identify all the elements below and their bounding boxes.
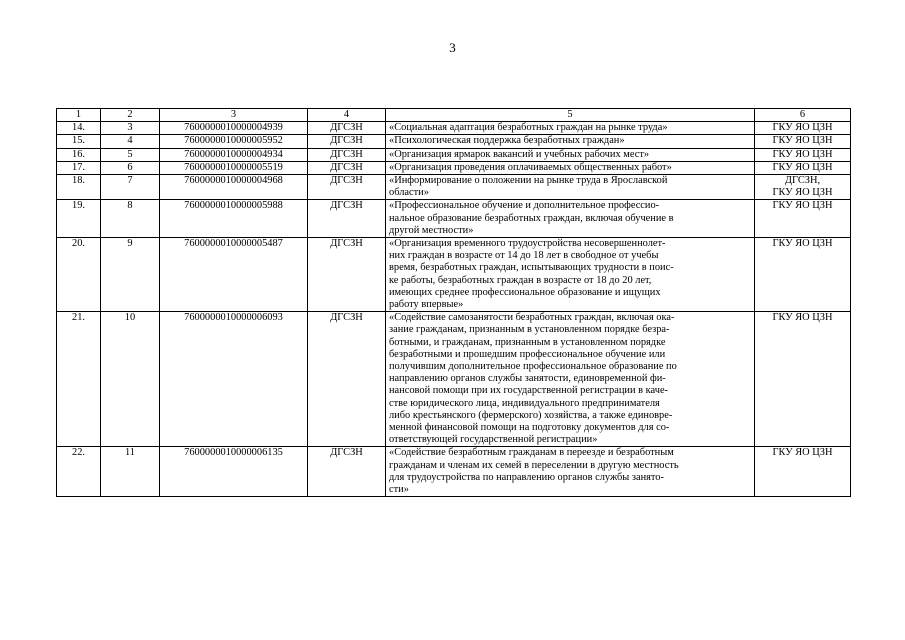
- executor: [755, 312, 851, 447]
- service-name-line: ботными, и гражданам, признанным в установленном порядке: [389, 336, 666, 348]
- service-name: [386, 200, 755, 238]
- row-number: 19.: [57, 200, 101, 238]
- executor-line: ГКУ ЯО ЦЗН: [772, 312, 833, 324]
- subsection-number: 5: [101, 148, 160, 161]
- responsible-body: ДГСЗН: [308, 135, 386, 148]
- service-name-line: «Профессиональное обучение и дополнительное профессио-: [389, 200, 660, 212]
- executor: [755, 200, 851, 238]
- responsible-body: ДГСЗН: [308, 122, 386, 135]
- table-row: [57, 200, 851, 238]
- responsible-body: ДГСЗН: [308, 312, 386, 447]
- service-name: [386, 135, 755, 148]
- service-name-line: «Психологическая поддержка безработных граждан»: [389, 135, 625, 147]
- subsection-number: 7: [101, 175, 160, 200]
- column-header: 2: [101, 109, 160, 122]
- service-name-line: «Содействие самозанятости безработных граждан, включая ока-: [389, 312, 675, 324]
- executor: [755, 122, 851, 135]
- service-name: [386, 148, 755, 161]
- row-number: 14.: [57, 122, 101, 135]
- service-name-line: ответствующей государственной регистрации»: [389, 434, 598, 446]
- service-code: 7600000010000005952: [160, 135, 308, 148]
- table-body: [57, 122, 851, 497]
- executor: [755, 238, 851, 312]
- service-name-line: области»: [389, 187, 429, 199]
- service-name: [386, 238, 755, 312]
- responsible-body: ДГСЗН: [308, 238, 386, 312]
- row-number: 18.: [57, 175, 101, 200]
- row-number: 20.: [57, 238, 101, 312]
- service-name-line: время, безработных граждан, испытывающих трудности в поис-: [389, 262, 674, 274]
- service-code: 7600000010000005519: [160, 161, 308, 174]
- executor: [755, 161, 851, 174]
- table-row: [57, 447, 851, 497]
- service-name-line: «Социальная адаптация безработных граждан на рынке труда»: [389, 122, 668, 134]
- header-row: [57, 109, 851, 122]
- service-name-line: нальное образование безработных граждан, включая обучение в: [389, 212, 674, 224]
- service-name-line: стве юридического лица, индивидуального предпринимателя: [389, 397, 660, 409]
- executor-line: ГКУ ЯО ЦЗН: [772, 238, 833, 250]
- subsection-number: 4: [101, 135, 160, 148]
- service-name-line: них граждан в возрасте от 14 до 18 лет в свободное от учебы: [389, 250, 659, 262]
- service-code: 7600000010000005988: [160, 200, 308, 238]
- service-code: 7600000010000004934: [160, 148, 308, 161]
- executor: [755, 148, 851, 161]
- service-name: [386, 447, 755, 497]
- service-name: [386, 312, 755, 447]
- table-row: [57, 135, 851, 148]
- column-header: 1: [57, 109, 101, 122]
- executor-line: ГКУ ЯО ЦЗН: [772, 135, 833, 147]
- executor: [755, 447, 851, 497]
- service-name: [386, 122, 755, 135]
- responsible-body: ДГСЗН: [308, 200, 386, 238]
- column-header: 3: [160, 109, 308, 122]
- service-name-line: нансовой помощи при их государственной регистрации в каче-: [389, 385, 669, 397]
- service-name-line: «Содействие безработным гражданам в переезде и безработным: [389, 447, 674, 459]
- service-name-line: имеющих среднее профессиональное образование и ищущих: [389, 286, 661, 298]
- executor-line: ГКУ ЯО ЦЗН: [772, 447, 833, 459]
- subsection-number: 9: [101, 238, 160, 312]
- subsection-number: 11: [101, 447, 160, 497]
- service-code: 7600000010000004968: [160, 175, 308, 200]
- executor-line: ГКУ ЯО ЦЗН: [772, 161, 833, 173]
- service-code: 7600000010000004939: [160, 122, 308, 135]
- column-header: 6: [755, 109, 851, 122]
- page-number: 3: [449, 40, 456, 55]
- service-name-line: менной финансовой помощи на подготовку документов для со-: [389, 422, 670, 434]
- service-name-line: направлению органов службы занятости, единовременной фи-: [389, 373, 666, 385]
- service-code: 7600000010000005487: [160, 238, 308, 312]
- table-row: [57, 122, 851, 135]
- row-number: 16.: [57, 148, 101, 161]
- table-row: [57, 312, 851, 447]
- service-name-line: зание гражданам, признанным в установленном порядке безра-: [389, 324, 670, 336]
- subsection-number: 6: [101, 161, 160, 174]
- executor-line: ГКУ ЯО ЦЗН: [772, 187, 833, 199]
- responsible-body: ДГСЗН: [308, 175, 386, 200]
- executor-line: ГКУ ЯО ЦЗН: [772, 200, 833, 212]
- service-name-line: «Организация проведения оплачиваемых общественных работ»: [389, 161, 672, 173]
- row-number: 21.: [57, 312, 101, 447]
- executor-line: ГКУ ЯО ЦЗН: [772, 148, 833, 160]
- executor: [755, 135, 851, 148]
- service-name-line: для трудоустройства по направлению органов службы занято-: [389, 471, 664, 483]
- subsection-number: 3: [101, 122, 160, 135]
- responsible-body: ДГСЗН: [308, 447, 386, 497]
- service-name: [386, 161, 755, 174]
- row-number: 15.: [57, 135, 101, 148]
- responsible-body: ДГСЗН: [308, 161, 386, 174]
- executor-line: ГКУ ЯО ЦЗН: [772, 122, 833, 134]
- service-code: 7600000010000006135: [160, 447, 308, 497]
- service-name-line: «Информирование о положении на рынке труда в Ярославской: [389, 175, 668, 187]
- column-header: 5: [386, 109, 755, 122]
- table-row: [57, 238, 851, 312]
- services-table: [56, 108, 851, 497]
- table-row: [57, 148, 851, 161]
- row-number: 17.: [57, 161, 101, 174]
- responsible-body: ДГСЗН: [308, 148, 386, 161]
- table-row: [57, 175, 851, 200]
- column-header: 4: [308, 109, 386, 122]
- service-name-line: сти»: [389, 484, 409, 496]
- executor-line: ДГСЗН,: [784, 175, 821, 187]
- executor: [755, 175, 851, 200]
- service-name-line: ке работы, безработных граждан в возрасте от 18 до 20 лет,: [389, 274, 652, 286]
- service-name: [386, 175, 755, 200]
- service-name-line: получившим дополнительное профессиональное образование по: [389, 361, 677, 373]
- subsection-number: 10: [101, 312, 160, 447]
- table-row: [57, 161, 851, 174]
- service-name-line: либо крестьянского (фермерского) хозяйства, а также единовре-: [389, 409, 673, 421]
- row-number: 22.: [57, 447, 101, 497]
- service-name-line: «Организация временного трудоустройства несовершеннолет-: [389, 238, 666, 250]
- subsection-number: 8: [101, 200, 160, 238]
- service-name-line: работу впервые»: [389, 299, 464, 311]
- service-name-line: безработными и прошедшим профессиональное обучение или: [389, 348, 666, 360]
- service-code: 7600000010000006093: [160, 312, 308, 447]
- service-name-line: «Организация ярмарок вакансий и учебных рабочих мест»: [389, 148, 650, 160]
- service-name-line: гражданам и членам их семей в переселении в другую местность: [389, 459, 679, 471]
- service-name-line: другой местности»: [389, 224, 474, 236]
